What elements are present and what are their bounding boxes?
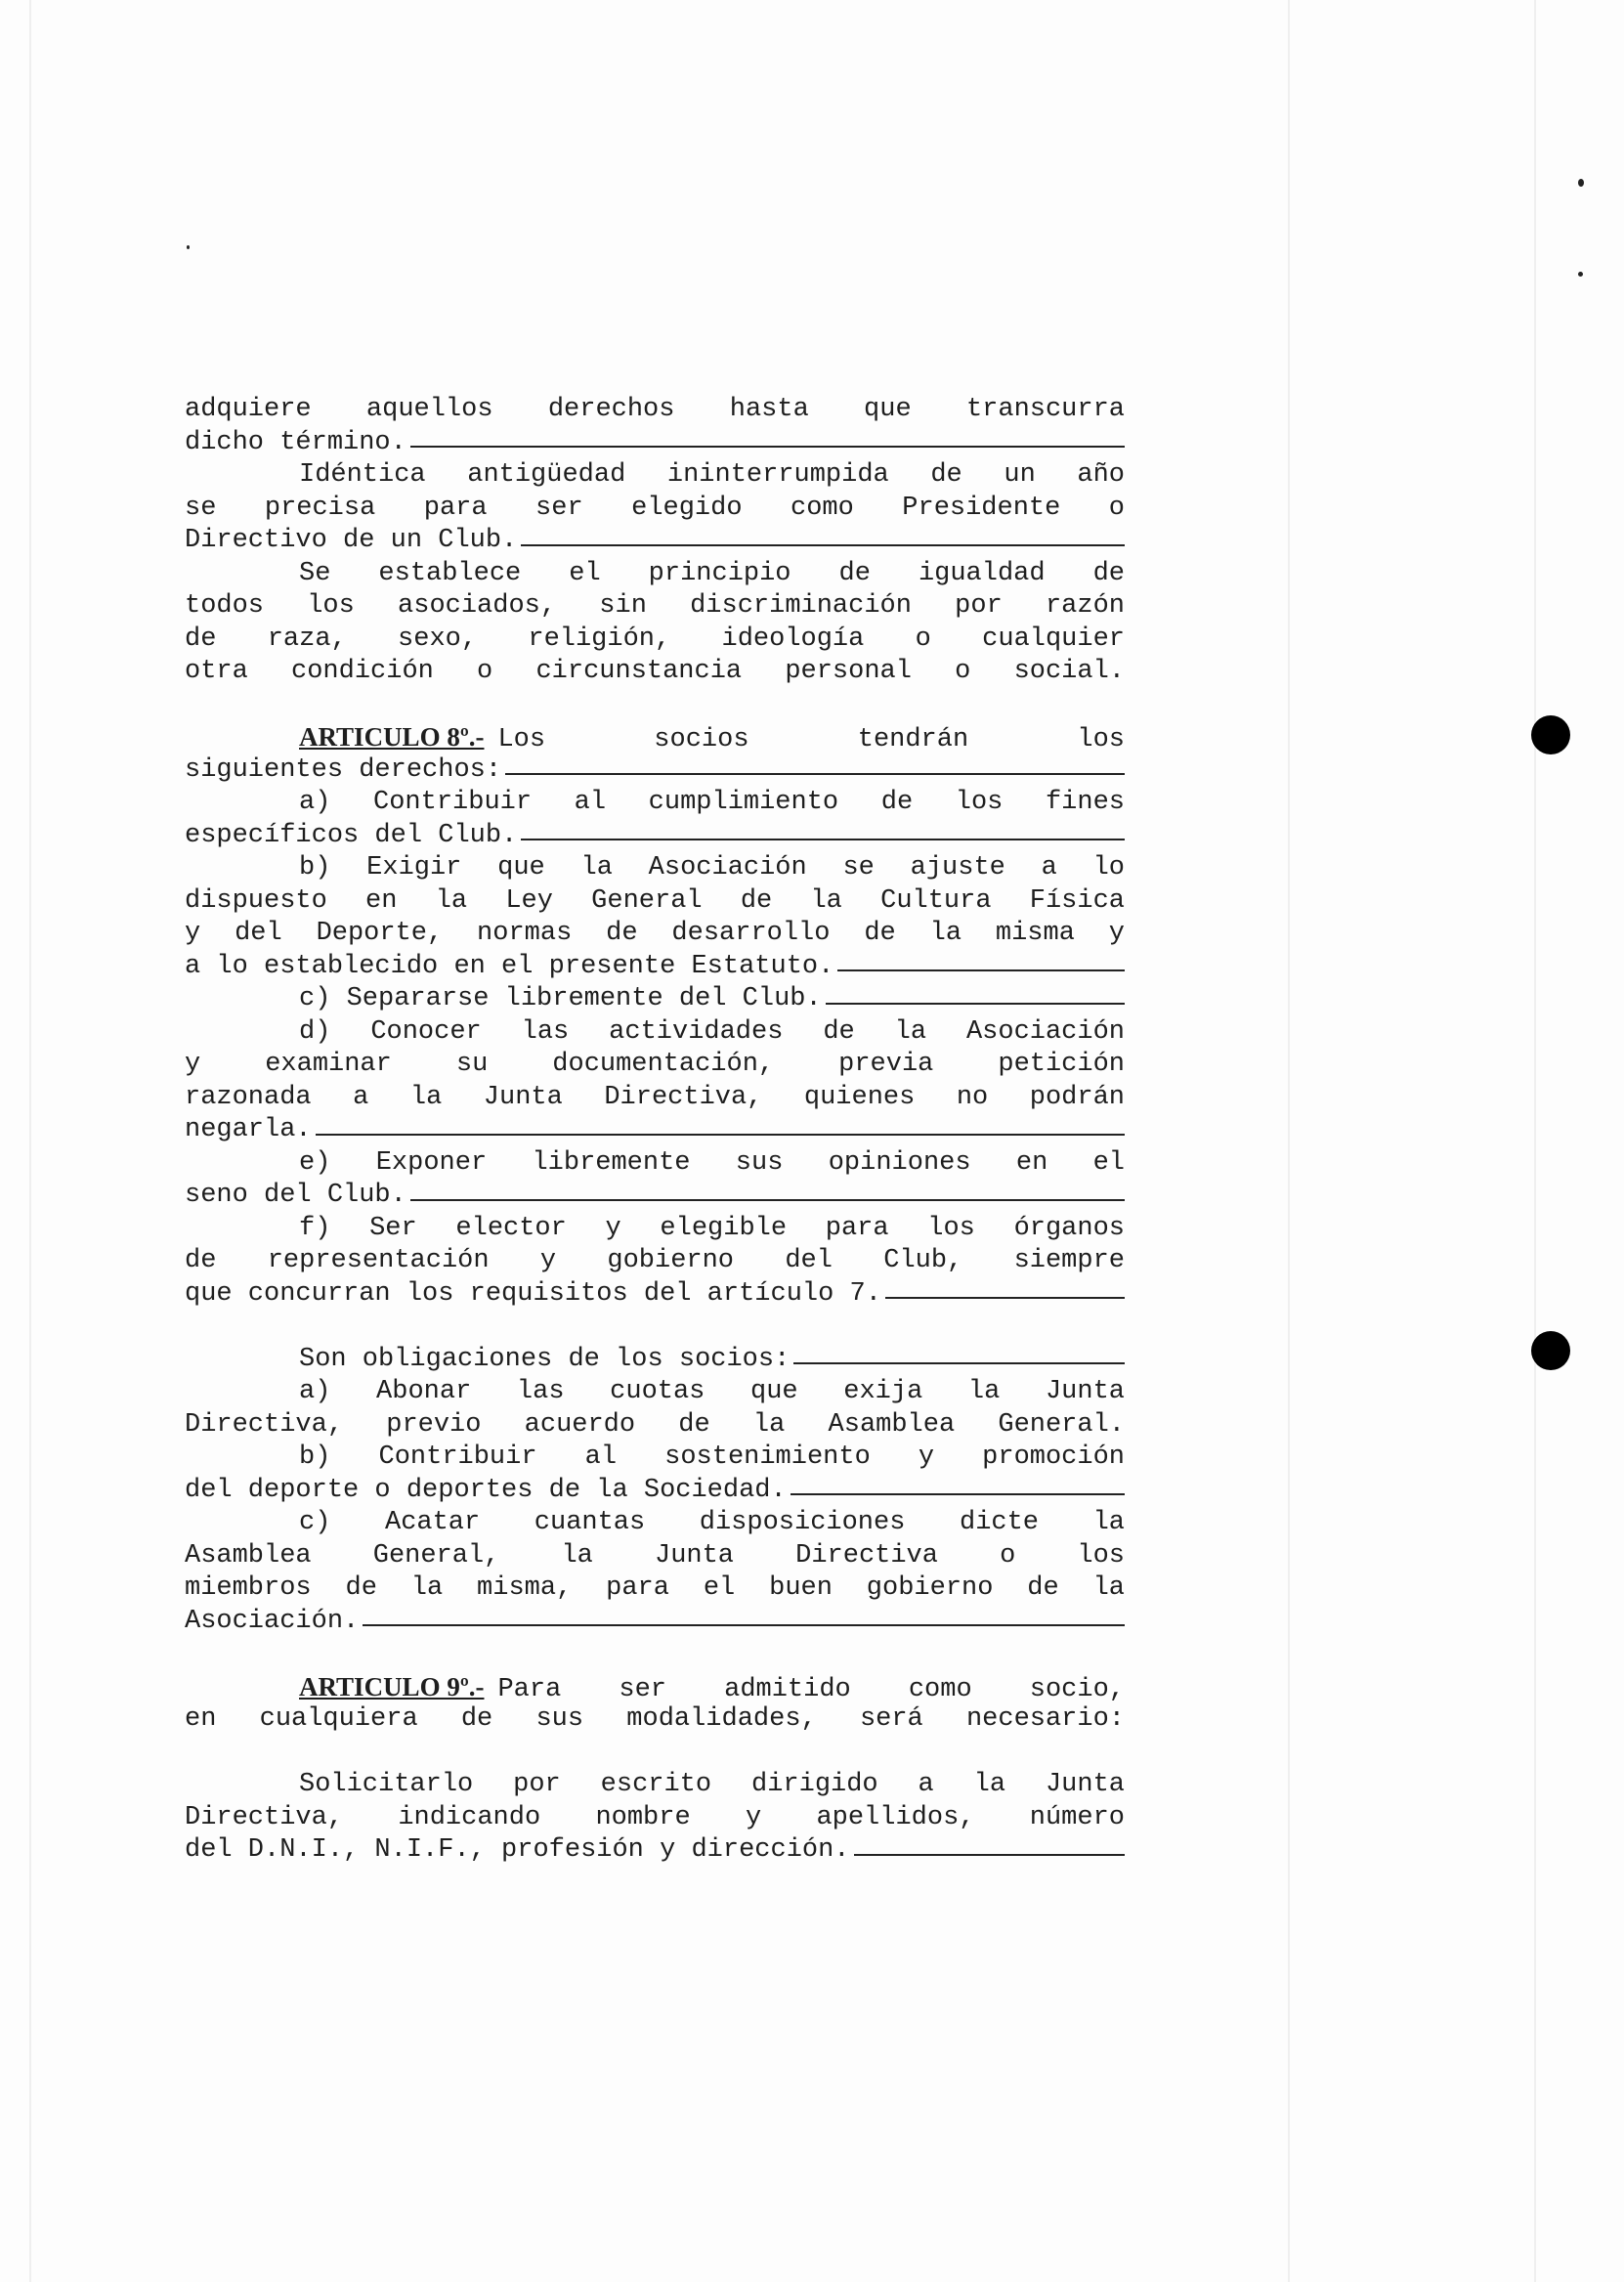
line-text: del D.N.I., N.I.F., profesión y dirección.	[185, 1835, 850, 1865]
text-line	[185, 1245, 1125, 1278]
text-line	[185, 918, 1125, 951]
text-line	[185, 1834, 1125, 1868]
text-line	[185, 983, 1125, 1016]
article-heading: ARTICULO 9º.-	[299, 1671, 485, 1701]
line-text: de raza, sexo, religión, ideología o cualquier	[185, 624, 1125, 654]
text-line	[185, 427, 1125, 460]
speck	[187, 245, 190, 249]
text-line	[185, 787, 1125, 820]
line-text: dicho término.	[185, 427, 406, 457]
line-text: Para ser admitido como socio,	[497, 1674, 1125, 1704]
line-text: b) Exigir que la Asociación se ajuste a lo	[299, 853, 1125, 883]
text-line	[185, 1082, 1125, 1115]
text-line	[185, 1442, 1125, 1475]
line-text: Asociación.	[185, 1606, 360, 1636]
text-line	[185, 624, 1125, 657]
fill-dash-line	[363, 1624, 1125, 1626]
text-line	[185, 1049, 1125, 1082]
article-heading-line	[185, 1671, 1125, 1704]
line-text: Idéntica antigüedad ininterrumpida de un año	[299, 460, 1125, 490]
line-text: que concurran los requisitos del artículo 7.	[185, 1278, 881, 1309]
punch-hole	[1531, 715, 1570, 754]
text-line	[185, 394, 1125, 427]
scan-streak	[1288, 0, 1290, 2282]
line-text: adquiere aquellos derechos hasta que transcurra	[185, 395, 1125, 424]
line-text: Asamblea General, la Junta Directiva o los	[185, 1540, 1125, 1571]
text-line	[185, 1802, 1125, 1835]
line-text: c) Separarse libremente del Club.	[299, 984, 822, 1013]
article-heading: ARTICULO 8º.-	[299, 722, 485, 752]
punch-hole	[1531, 1331, 1570, 1370]
text-line	[185, 493, 1125, 526]
paragraph-gap	[185, 1638, 1125, 1671]
line-text: y examinar su documentación, previa petición	[185, 1050, 1125, 1079]
text-line	[185, 1376, 1125, 1409]
line-text: e) Exponer libremente sus opiniones en el	[299, 1147, 1125, 1178]
line-text: miembros de la misma, para el buen gobierno de la	[185, 1573, 1125, 1603]
line-text: a lo establecido en el presente Estatuto.	[185, 951, 834, 981]
scan-streak	[1534, 0, 1536, 2282]
line-text: d) Conocer las actividades de la Asociación	[299, 1016, 1125, 1047]
fill-dash-line	[521, 839, 1125, 840]
line-text: Los socios tendrán los	[497, 725, 1125, 754]
fill-dash-line	[791, 1493, 1125, 1495]
fill-dash-line	[793, 1362, 1125, 1364]
document-body	[185, 394, 1125, 1868]
text-line	[185, 590, 1125, 624]
line-text: Directivo de un Club.	[185, 526, 518, 555]
line-text: c) Acatar cuantas disposiciones dicte la	[299, 1508, 1125, 1537]
line-text: se precisa para ser elegido como Presidente o	[185, 493, 1125, 523]
article-heading-line	[185, 721, 1125, 754]
text-line	[185, 656, 1125, 689]
fill-dash-line	[521, 544, 1125, 546]
line-text: a) Abonar las cuotas que exija la Junta	[299, 1377, 1125, 1406]
line-text: siguientes derechos:	[185, 754, 502, 785]
fill-dash-line	[885, 1297, 1125, 1299]
line-text: f) Ser elector y elegible para los órganos	[299, 1213, 1125, 1243]
text-line	[185, 1769, 1125, 1802]
text-line	[185, 1278, 1125, 1312]
fill-dash-line	[837, 969, 1125, 971]
text-line	[185, 885, 1125, 919]
speck	[1578, 179, 1584, 187]
line-text: del deporte o deportes de la Sociedad.	[185, 1475, 787, 1505]
text-line	[185, 1540, 1125, 1573]
text-line	[185, 852, 1125, 885]
text-line	[185, 1606, 1125, 1639]
line-text: a) Contribuir al cumplimiento de los fines	[299, 788, 1125, 817]
text-line	[185, 1213, 1125, 1246]
fill-dash-line	[505, 773, 1125, 775]
text-line	[185, 1475, 1125, 1508]
line-text: Directiva, previo acuerdo de la Asamblea General.	[185, 1409, 1125, 1440]
line-text: Directiva, indicando nombre y apellidos, número	[185, 1802, 1125, 1832]
text-line	[185, 754, 1125, 788]
line-text: dispuesto en la Ley General de la Cultura Física	[185, 885, 1125, 916]
line-text: en cualquiera de sus modalidades, será necesario:	[185, 1704, 1125, 1734]
text-line	[185, 1409, 1125, 1442]
paragraph-gap	[185, 689, 1125, 722]
fill-dash-line	[410, 1199, 1125, 1201]
text-line	[185, 1507, 1125, 1540]
text-line	[185, 459, 1125, 493]
line-text: b) Contribuir al sostenimiento y promoción	[299, 1442, 1125, 1472]
fill-dash-line	[316, 1134, 1125, 1136]
text-line	[185, 820, 1125, 853]
text-line	[185, 1572, 1125, 1606]
line-text: todos los asociados, sin discriminación por razón	[185, 591, 1125, 621]
line-text: Son obligaciones de los socios:	[299, 1344, 791, 1374]
paragraph-gap	[185, 1311, 1125, 1344]
line-text: otra condición o circunstancia personal o social.	[185, 657, 1125, 686]
text-line	[185, 1147, 1125, 1181]
line-text: Se establece el principio de igualdad de	[299, 558, 1125, 588]
speck	[1578, 272, 1583, 277]
line-text: de representación y gobierno del Club, siempre	[185, 1246, 1125, 1275]
line-text: seno del Club.	[185, 1181, 406, 1210]
text-line	[185, 1180, 1125, 1213]
line-text: negarla.	[185, 1115, 312, 1144]
text-line	[185, 951, 1125, 984]
text-line	[185, 525, 1125, 558]
scan-streak	[29, 0, 31, 2282]
line-text: Solicitarlo por escrito dirigido a la Junta	[299, 1770, 1125, 1799]
text-line	[185, 558, 1125, 591]
paragraph-gap	[185, 1737, 1125, 1770]
text-line	[185, 1703, 1125, 1737]
line-text: razonada a la Junta Directiva, quienes no podrán	[185, 1082, 1125, 1112]
line-text: y del Deporte, normas de desarrollo de la misma y	[185, 919, 1125, 948]
fill-dash-line	[854, 1854, 1125, 1856]
line-text: específicos del Club.	[185, 820, 518, 850]
fill-dash-line	[826, 1003, 1125, 1005]
text-line	[185, 1016, 1125, 1050]
fill-dash-line	[410, 446, 1125, 448]
text-line	[185, 1344, 1125, 1377]
text-line	[185, 1114, 1125, 1147]
